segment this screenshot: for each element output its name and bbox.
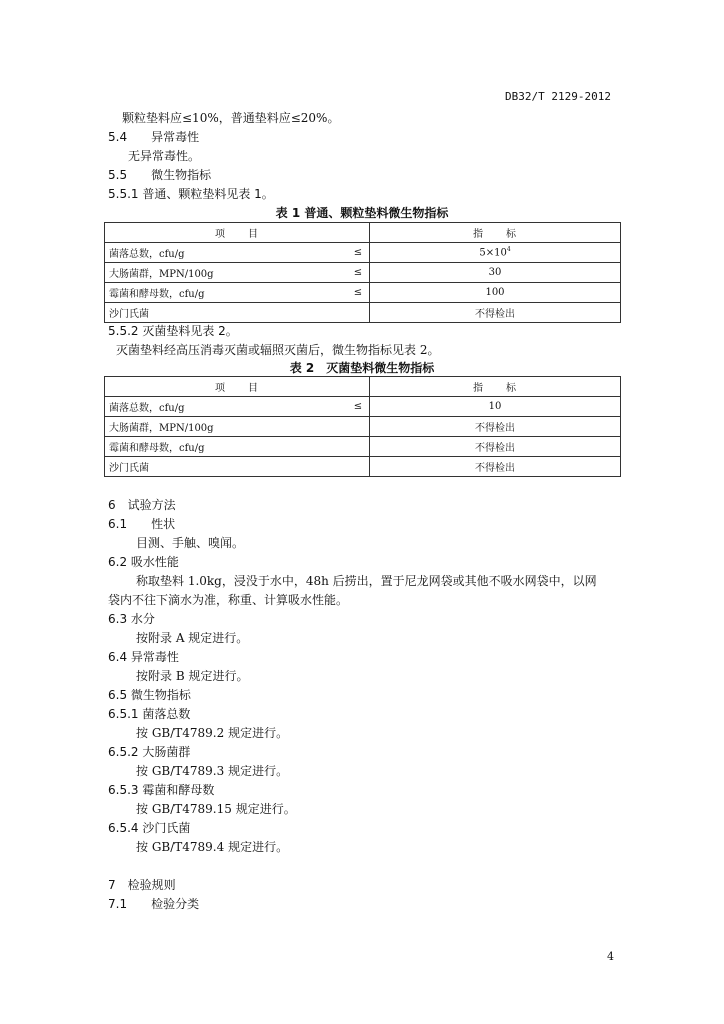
table-row — [105, 283, 621, 303]
section-6-2-text-line-2: 袋内不往下滴水为准，称重、计算吸水性能。 — [108, 593, 349, 607]
page-number: 4 — [607, 950, 614, 963]
section-6-5-2-heading: 6.5.2 大肠菌群 — [108, 745, 191, 759]
row-value: 不得检出 — [370, 303, 621, 323]
section-6-5-4-heading: 6.5.4 沙门氏菌 — [108, 821, 191, 835]
section-6-5-2-text: 按 GB/T4789.3 规定进行。 — [136, 764, 289, 778]
section-6-3-heading: 6.3 水分 — [108, 612, 155, 626]
section-5-5-1-text: 5.5.1 普通、颗粒垫料见表 1。 — [108, 187, 274, 201]
table-row — [105, 437, 621, 457]
section-6-2-heading: 6.2 吸水性能 — [108, 555, 179, 569]
table-header-row — [105, 377, 621, 397]
table-row — [105, 303, 621, 323]
section-7-heading: 7 检验规则 — [108, 878, 176, 892]
table-header-row — [105, 223, 621, 243]
table-1 — [104, 222, 621, 323]
row-value: 100 — [370, 283, 621, 303]
header-index: 指 标 — [370, 223, 621, 243]
row-value: 不得检出 — [370, 457, 621, 477]
section-number: 6.1 — [108, 517, 128, 531]
header-item: 项 目 — [105, 223, 370, 243]
value-base: 5×10 — [479, 247, 507, 259]
section-6-5-3-heading: 6.5.3 霉菌和酵母数 — [108, 783, 215, 797]
section-5-4-heading — [108, 128, 199, 145]
section-6-1-text: 目测、手触、嗅闻。 — [136, 536, 245, 550]
row-value: 10 — [370, 397, 621, 417]
section-6-heading: 6 试验方法 — [108, 498, 176, 512]
section-title: 检验分类 — [151, 897, 200, 911]
section-6-3-text: 按附录 A 规定进行。 — [136, 631, 249, 645]
section-number: 5.5 — [108, 168, 128, 182]
table-row — [105, 397, 621, 417]
section-title: 微生物指标 — [151, 168, 212, 182]
section-6-5-1-heading: 6.5.1 菌落总数 — [108, 707, 191, 721]
section-6-5-heading: 6.5 微生物指标 — [108, 688, 191, 702]
moisture-requirement-text: 颗粒垫料应≤10%，普通垫料应≤20%。 — [122, 111, 340, 125]
header-item: 项 目 — [105, 377, 370, 397]
row-operator: ≤ — [347, 243, 370, 263]
table-2 — [104, 376, 621, 477]
row-item: 沙门氏菌 — [105, 303, 348, 323]
table-row — [105, 263, 621, 283]
row-item: 大肠菌群，MPN/100g — [105, 263, 348, 283]
row-value: 不得检出 — [370, 417, 621, 437]
section-6-2-text-line-1: 称取垫料 1.0kg，浸没于水中，48h 后捞出，置于尼龙网袋或其他不吸水网袋中，以网 — [136, 574, 597, 588]
section-6-1-heading — [108, 515, 175, 532]
table-row — [105, 417, 621, 437]
row-operator: ≤ — [347, 397, 370, 417]
row-item: 菌落总数，cfu/g — [105, 397, 348, 417]
row-value: 不得检出 — [370, 437, 621, 457]
row-item: 大肠菌群，MPN/100g — [105, 417, 348, 437]
row-item: 霉菌和酵母数，cfu/g — [105, 437, 348, 457]
section-5-5-2-heading: 5.5.2 灭菌垫料见表 2。 — [108, 324, 238, 338]
section-7-1-heading — [108, 895, 199, 912]
header-index: 指 标 — [370, 377, 621, 397]
row-value: 30 — [370, 263, 621, 283]
sterilized-litter-text: 灭菌垫料经高压消毒灭菌或辐照灭菌后，微生物指标见表 2。 — [116, 343, 440, 357]
section-6-5-3-text: 按 GB/T4789.15 规定进行。 — [136, 802, 296, 816]
table-2-caption: 表 2 灭菌垫料微生物指标 — [289, 361, 435, 375]
document-code: DB32/T 2129-2012 — [505, 90, 611, 103]
section-6-4-text: 按附录 B 规定进行。 — [136, 669, 249, 683]
section-6-5-4-text: 按 GB/T4789.4 规定进行。 — [136, 840, 289, 854]
row-operator — [347, 303, 370, 323]
section-number: 5.4 — [108, 130, 128, 144]
row-value — [370, 243, 621, 263]
section-5-5-heading — [108, 166, 211, 183]
toxicity-text: 无异常毒性。 — [128, 149, 201, 163]
section-6-5-1-text: 按 GB/T4789.2 规定进行。 — [136, 726, 289, 740]
row-operator: ≤ — [347, 263, 370, 283]
row-item: 沙门氏菌 — [105, 457, 348, 477]
row-item: 菌落总数，cfu/g — [105, 243, 348, 263]
row-operator — [347, 457, 370, 477]
value-exponent: 4 — [506, 246, 511, 254]
row-operator — [347, 437, 370, 457]
section-title: 性状 — [151, 517, 176, 531]
table-row — [105, 457, 621, 477]
section-6-4-heading: 6.4 异常毒性 — [108, 650, 179, 664]
section-number: 7.1 — [108, 897, 128, 911]
row-operator: ≤ — [347, 283, 370, 303]
table-1-caption: 表 1 普通、颗粒垫料微生物指标 — [275, 206, 449, 220]
table-row — [105, 243, 621, 263]
section-title: 异常毒性 — [151, 130, 200, 144]
row-operator — [347, 417, 370, 437]
row-item: 霉菌和酵母数，cfu/g — [105, 283, 348, 303]
